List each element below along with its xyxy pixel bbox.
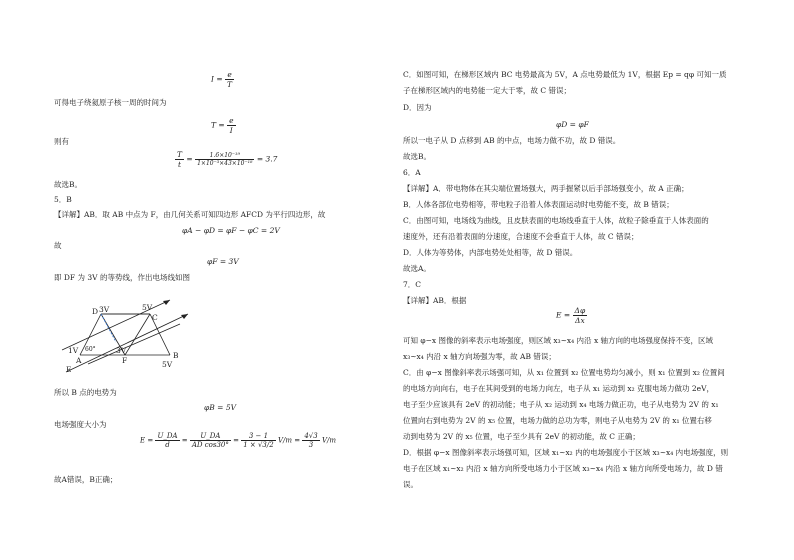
- text-r14: x₃~x₄ 内沿 x 轴方向场强为零，故 AB 错误；: [403, 352, 556, 361]
- question-7-heading: 7．C: [403, 280, 422, 289]
- text-r18: 位置向右到电势为 2V 的 x₅ 位置，电场力做的总功为零，则电子从电势为 2V 的 x₁ 位置右移: [403, 416, 712, 425]
- text-r9: 速度外，还有沿着表面的分速度，合速度不会垂直于人体，故 C 错误；: [403, 232, 639, 241]
- text-r2: 子在梯形区域内的电势能一定大于零，故 C 错误；: [403, 86, 572, 95]
- frac-num: e: [229, 116, 234, 125]
- text-potential-b: 所以 B 点的电势为: [54, 388, 117, 397]
- label-e: E: [66, 365, 72, 374]
- equation-period: [211, 116, 236, 135]
- label-f: F: [122, 356, 128, 365]
- frac-den: d: [165, 441, 170, 449]
- text-r15: C．由 φ−x 图像斜率表示场强可知，从 x₁ 位置到 x₂ 位置电势均匀减小，则 x₁ 位置到 x₂ 位置间: [403, 368, 725, 377]
- eq-rhs: = 3.7: [256, 154, 278, 164]
- frac-num: U_DA: [190, 432, 231, 441]
- text-a-wrong-b-right: 故A错误，B正确；: [54, 475, 118, 484]
- field-line-diagram: [58, 292, 198, 376]
- text-r20: D．根据 φ−x 图像斜率表示场强可知，区域 x₁~x₂ 内的电场强度小于区域 x₃~x₄ 内电场强度，则: [403, 448, 729, 457]
- text-r19: 动到电势为 2V 的 x₅ 位置，电子至少具有 2eV 的初动能，故 C 正确；: [403, 432, 640, 441]
- text-r8: C．由图可知，电场线为曲线，且皮肤表面的电场线垂直于人体，故粒子除垂直于人体表面的: [403, 216, 709, 225]
- text-q5-detail: 【详解】AB．取 AB 中点为 F，由几何关系可知四边形 AFCD 为平行四边形，故: [54, 210, 326, 219]
- equation-e-gradient: [556, 306, 587, 325]
- text-r17: 电子至少应该具有 2eV 的初动能；电子从 x₂ 运动到 x₄ 电场力做正功，电子从电势为 2V 的 x₁: [403, 400, 719, 409]
- text-period-intro: 可得电子绕氦原子核一周的时间为: [54, 98, 167, 107]
- equation-ratio: [175, 150, 277, 169]
- text-r1: C．如图可知，在梯形区域内 BC 电势最高为 5V，A 点电势最低为 1V，根据 Ep = qφ 可知一质: [403, 70, 727, 79]
- equation-phi-d-f: φD = φF: [556, 120, 589, 129]
- eq-unit: V/m =: [277, 436, 301, 445]
- eq-lhs: I =: [211, 74, 223, 84]
- text-r13: 可知 φ−x 图像的斜率表示电场强度，则区域 x₃~x₄ 内沿 x 轴方向的电场强度保持不变，区域: [403, 336, 714, 345]
- text-r5: 故选B。: [403, 152, 432, 161]
- eq-sign: =: [186, 154, 193, 164]
- text-r10: D．人体为等势体，内部电势处处相等，故 D 错误。: [403, 248, 578, 257]
- equation-field-strength: E = $\frac{U\_DA}{d}$ = $\frac{U\_DA}{\text{AD cos30°}}$ = $\frac{3 - 1}{1 \times √3/2}$ V/m = $\frac{4√3}{3}$ V/m: [140, 432, 336, 449]
- label-3v-top: 3V: [99, 305, 110, 314]
- label-1v: 1V: [68, 346, 79, 355]
- frac-den: t: [178, 160, 182, 169]
- frac-den: 3: [308, 441, 314, 449]
- frac-num: T: [177, 150, 183, 159]
- eq-lhs: E =: [556, 310, 571, 320]
- label-d: D: [92, 307, 99, 316]
- eq-e: E =: [140, 436, 154, 445]
- text-r21: 电子在区域 x₁~x₂ 内沿 x 轴方向所受电场力小于区域 x₃~x₄ 内沿 x 轴方向所受电场力，故 D 错: [403, 464, 723, 473]
- field-line-1: [62, 300, 170, 350]
- label-3v-mid: 3V: [116, 346, 127, 355]
- eq-unit: V/m: [321, 436, 336, 445]
- frac-num: Δφ: [574, 306, 586, 315]
- text-then: 则有: [54, 137, 69, 146]
- frac-num: 4√3: [304, 432, 318, 440]
- text-r12: 【详解】AB．根据: [403, 296, 467, 305]
- frac-num: e: [225, 70, 234, 80]
- text-r7: B．人体各部位电势相等，带电粒子沿着人体表面运动时电势能不变，故 B 错误；: [403, 200, 674, 209]
- text-r3: D．因为: [403, 103, 432, 112]
- text-df-equipotential: 即 DF 为 3V 的等势线，作出电场线如图: [54, 273, 190, 282]
- label-a: A: [76, 356, 82, 365]
- equation-phi-b: φB = 5V: [204, 403, 237, 412]
- frac-den: T: [227, 80, 233, 89]
- frac-num: 1.6×10⁻¹⁹: [195, 152, 254, 160]
- frac-num: 3 − 1: [241, 432, 276, 441]
- frac-den: I: [229, 126, 233, 135]
- label-5v-bot: 5V: [162, 360, 173, 369]
- equation-current: [211, 70, 234, 89]
- text-r11: 故选A。: [403, 264, 431, 273]
- text-field-magnitude: 电场强度大小为: [54, 420, 107, 429]
- frac-den: 1×10⁻³×43×10⁻¹⁸: [197, 160, 253, 167]
- frac-den: Δx: [575, 316, 585, 325]
- label-60-deg: 60°: [85, 346, 96, 353]
- equation-potential-diff: φA − φD = φF − φC = 2V: [182, 226, 280, 235]
- label-5v-top: 5V: [142, 303, 153, 312]
- frac-den: AD cos30°: [191, 441, 229, 449]
- question-6-heading: 6．A: [403, 168, 421, 177]
- text-r16: 的电场方向向右，电子在其间受到的电场力向左，电子从 x₁ 运动到 x₂ 克服电场力做功 2eV，: [403, 384, 715, 393]
- frac-den: 1 × √3/2: [243, 441, 274, 449]
- field-line-3: [88, 324, 180, 364]
- frac-num: U_DA: [157, 432, 178, 440]
- text-choose-b: 故选B。: [54, 180, 83, 189]
- diagram-edge-fc: [125, 314, 150, 355]
- diagram-perpendicular: [101, 314, 116, 342]
- equation-phi-f: φF = 3V: [207, 257, 239, 266]
- text-r22: 误。: [403, 480, 418, 489]
- text-r4: 所以一电子从 D 点移到 AB 的中点，电场力做不功，故 D 错误。: [403, 136, 621, 145]
- eq-lhs: T =: [211, 120, 225, 130]
- text-r6: 【详解】A．带电物体在其尖端位置场强大，两手握紧以后手部场强变小，故 A 正确；: [403, 184, 689, 193]
- label-b: B: [173, 351, 179, 360]
- label-c: C: [152, 313, 158, 322]
- text-so: 故: [54, 241, 62, 250]
- question-5-heading: 5．B: [54, 195, 72, 204]
